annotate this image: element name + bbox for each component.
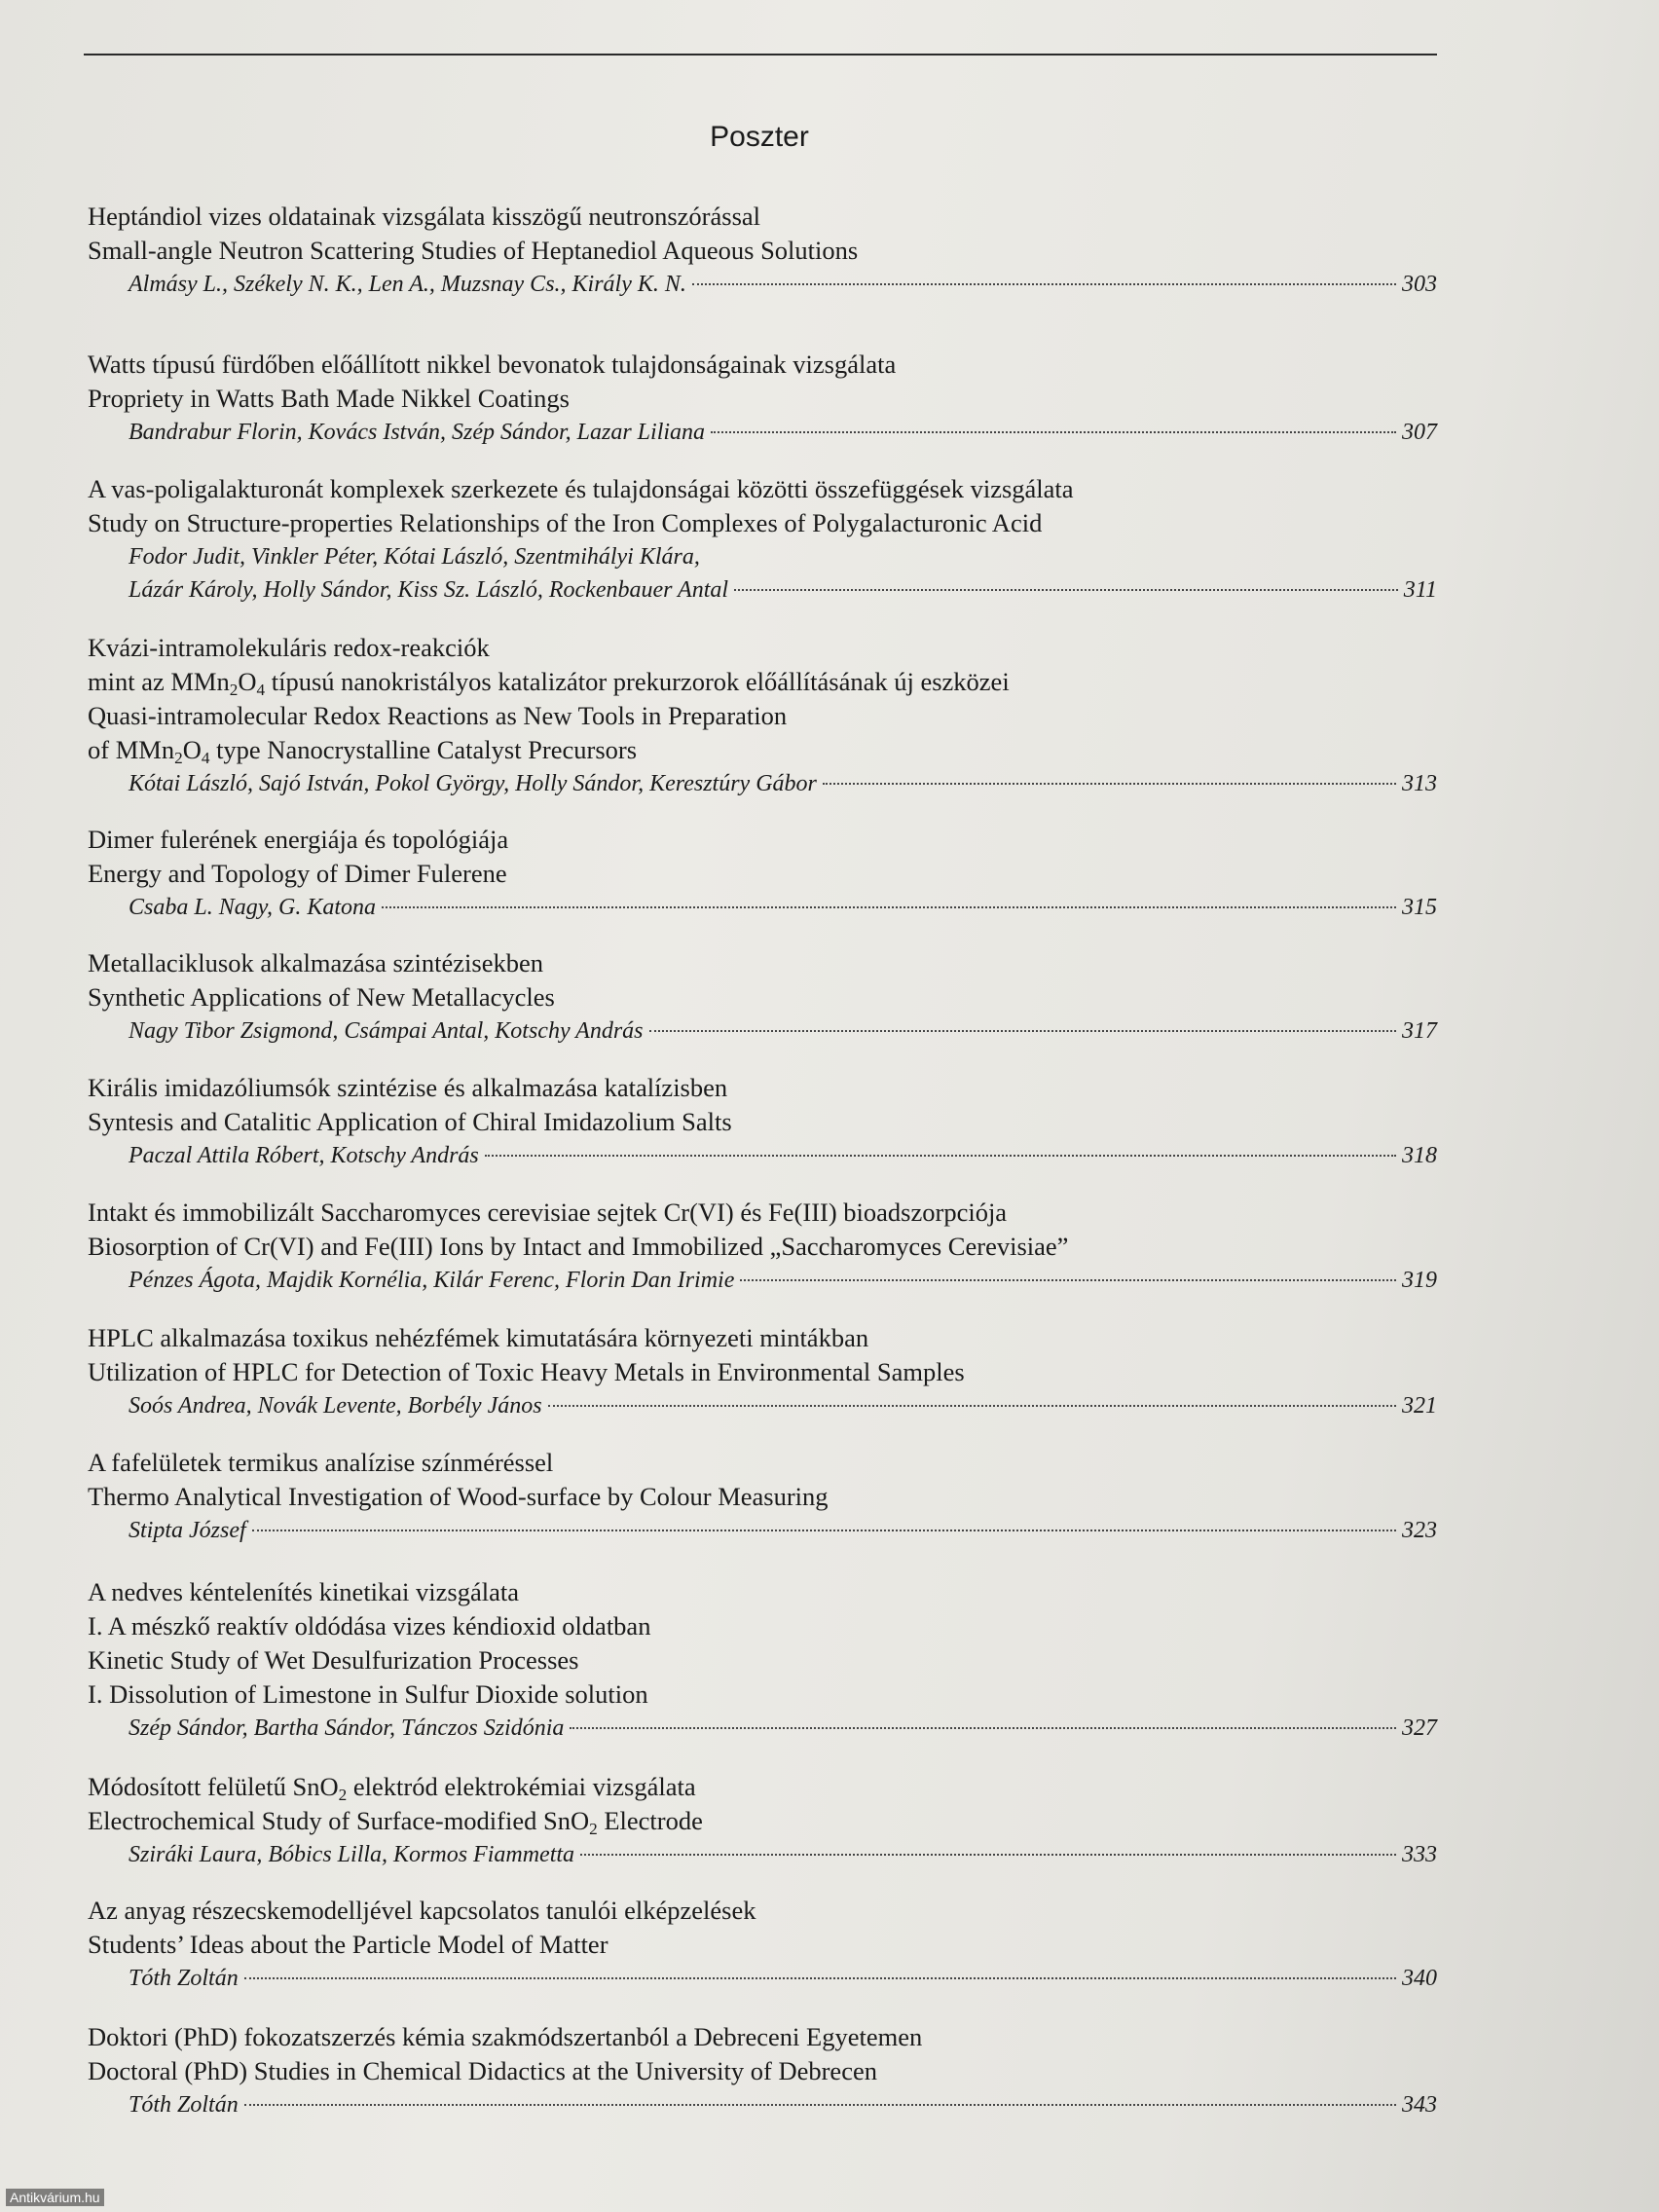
- subscript: 2: [338, 1786, 348, 1805]
- dot-leader: [244, 1977, 1396, 1979]
- poster-entry: [88, 1575, 1437, 1745]
- entry-title-line: Quasi-intramolecular Redox Reactions as New Tools in Preparation: [88, 701, 788, 730]
- page-number: 315: [1402, 895, 1437, 920]
- poster-entry: [88, 472, 1437, 607]
- author-names: Stipta József: [129, 1518, 246, 1543]
- author-line: [88, 1389, 1437, 1422]
- author-line: [88, 1514, 1437, 1547]
- poster-entry: [88, 946, 1437, 1048]
- page-number: 340: [1402, 1966, 1437, 1991]
- entry-title-line: Kinetic Study of Wet Desulfurization Processes: [88, 1645, 579, 1675]
- entry-title-line: [88, 1230, 1437, 1264]
- author-names: Tóth Zoltán: [129, 2092, 239, 2118]
- dot-leader: [823, 783, 1396, 785]
- subscript: 4: [256, 681, 266, 700]
- page-number: 327: [1402, 1715, 1437, 1741]
- subscript: 2: [229, 681, 239, 700]
- author-line: [88, 1014, 1437, 1048]
- author-names: Paczal Attila Róbert, Kotschy András: [129, 1143, 479, 1168]
- entry-title-line: Kvázi-intramolekuláris redox-reakciók: [88, 633, 490, 662]
- entry-title-line: Energy and Topology of Dimer Fulerene: [88, 859, 507, 888]
- entry-title-line: A nedves kéntelenítés kinetikai vizsgálata: [88, 1577, 519, 1606]
- page-number: 319: [1402, 1268, 1437, 1293]
- dot-leader: [548, 1405, 1396, 1407]
- author-names: Lázár Károly, Holly Sándor, Kiss Sz. László, Rockenbauer Antal: [129, 577, 729, 603]
- poster-entry: [88, 1321, 1437, 1422]
- title-text: of MMn: [88, 735, 175, 764]
- section-title: Poszter: [710, 121, 809, 153]
- author-names: Fodor Judit, Vinkler Péter, Kótai László, Szentmihályi Klára,: [129, 544, 700, 570]
- title-text: sejtek Cr(VI) és Fe(III) bioadszorpciója: [590, 1198, 1008, 1227]
- title-text: Biosorption of Cr(VI) and Fe(III) Ions by Intact and Immobilized „: [88, 1232, 782, 1261]
- page-number: 313: [1402, 771, 1437, 796]
- dot-leader: [734, 589, 1398, 591]
- title-text: mint az MMn: [88, 667, 230, 696]
- title-text: O: [182, 735, 202, 764]
- page-number: 318: [1402, 1143, 1437, 1168]
- entry-title-line: [88, 733, 1437, 767]
- entry-title-line: Heptándiol vizes oldatainak vizsgálata kisszögű neutronszórással: [88, 202, 761, 231]
- entry-title-line: [88, 1196, 1437, 1230]
- page-number: 323: [1402, 1518, 1437, 1543]
- entry-title-line: [88, 665, 1437, 699]
- author-line: [88, 1264, 1437, 1297]
- page-number: 333: [1402, 1842, 1437, 1867]
- page-number: 343: [1402, 2092, 1437, 2118]
- dot-leader: [711, 431, 1396, 433]
- entry-title-line: Watts típusú fürdőben előállított nikkel bevonatok tulajdonságainak vizsgálata: [88, 350, 897, 379]
- subscript: 2: [174, 749, 183, 768]
- dot-leader: [382, 906, 1396, 908]
- dot-leader: [649, 1030, 1396, 1032]
- poster-entry: [88, 1894, 1437, 1995]
- dot-leader: [692, 283, 1396, 285]
- title-text: Electrode: [597, 1806, 703, 1835]
- poster-entry: [88, 1770, 1437, 1871]
- entry-title-line: Metallaciklusok alkalmazása szintézisekben: [88, 948, 543, 977]
- author-line: [88, 268, 1437, 301]
- author-line: [88, 767, 1437, 800]
- entry-title-line: Utilization of HPLC for Detection of Toxic Heavy Metals in Environmental Samples: [88, 1357, 965, 1386]
- title-text: Intakt és immobilizált: [88, 1198, 321, 1227]
- title-text: Módosított felületű SnO: [88, 1772, 339, 1801]
- dot-leader: [252, 1530, 1396, 1531]
- title-text: elektród elektrokémiai vizsgálata: [347, 1772, 696, 1801]
- title-text: Electrochemical Study of Surface-modified SnO: [88, 1806, 590, 1835]
- title-italic-text: Saccharomyces Cerevisiae”: [781, 1232, 1069, 1261]
- page-number: 303: [1402, 272, 1437, 297]
- poster-entry: [88, 1196, 1437, 1297]
- dot-leader: [244, 2104, 1396, 2106]
- dot-leader: [740, 1279, 1396, 1281]
- author-line: [88, 1962, 1437, 1995]
- page-number: 311: [1403, 577, 1437, 603]
- entry-title-line: A fafelületek termikus analízise színméréssel: [88, 1448, 554, 1477]
- author-names: Kótai László, Sajó István, Pokol György, Holly Sándor, Keresztúry Gábor: [129, 771, 817, 796]
- entry-title-line: Propriety in Watts Bath Made Nikkel Coatings: [88, 384, 570, 413]
- author-line: [88, 1139, 1437, 1172]
- subscript: 2: [589, 1820, 598, 1839]
- entry-title-line: Study on Structure-properties Relationships of the Iron Complexes of Polygalacturonic Acid: [88, 508, 1043, 537]
- dot-leader: [580, 1854, 1396, 1856]
- poster-entry: [88, 1446, 1437, 1547]
- author-names: Nagy Tibor Zsigmond, Csámpai Antal, Kotschy András: [129, 1018, 644, 1044]
- poster-entry: [88, 348, 1437, 449]
- entry-title-line: Az anyag részecskemodelljével kapcsolatos tanulói elképzelések: [88, 1896, 756, 1925]
- entry-title-line: Doctoral (PhD) Studies in Chemical Didactics at the University of Debrecen: [88, 2056, 877, 2085]
- author-line: [88, 416, 1437, 449]
- entry-title-line: Syntesis and Catalitic Application of Chiral Imidazolium Salts: [88, 1107, 732, 1136]
- poster-entry: [88, 823, 1437, 924]
- page-number: 317: [1402, 1018, 1437, 1044]
- watermark: Antikvárium.hu: [6, 2189, 104, 2206]
- entry-title-line: I. Dissolution of Limestone in Sulfur Dioxide solution: [88, 1679, 648, 1709]
- author-names: Bandrabur Florin, Kovács István, Szép Sándor, Lazar Liliana: [129, 420, 706, 445]
- entry-title-line: Dimer fulerének energiája és topológiája: [88, 825, 509, 854]
- entry-title-line: Doktori (PhD) fokozatszerzés kémia szakmódszertanból a Debreceni Egyetemen: [88, 2022, 923, 2051]
- page-number: 307: [1402, 420, 1437, 445]
- title-text: típusú nanokristályos katalizátor prekurzorok előállításának új eszközei: [265, 667, 1010, 696]
- author-line: [88, 891, 1437, 924]
- title-text: O: [238, 667, 257, 696]
- author-line: [88, 2088, 1437, 2121]
- entry-title-line: HPLC alkalmazása toxikus nehézfémek kimutatására környezeti mintákban: [88, 1323, 869, 1352]
- dot-leader: [485, 1155, 1396, 1157]
- entry-title-line: Students’ Ideas about the Particle Model of Matter: [88, 1930, 608, 1959]
- poster-entry: [88, 1071, 1437, 1172]
- author-line: [88, 573, 1437, 607]
- author-names: Sziráki Laura, Bóbics Lilla, Kormos Fiammetta: [129, 1842, 575, 1867]
- author-names: Soós Andrea, Novák Levente, Borbély János: [129, 1393, 542, 1419]
- poster-entry: [88, 631, 1437, 800]
- entry-title-line: I. A mészkő reaktív oldódása vizes kéndioxid oldatban: [88, 1611, 651, 1641]
- author-names: Pénzes Ágota, Majdik Kornélia, Kilár Ferenc, Florin Dan Irimie: [129, 1268, 735, 1293]
- subscript: 4: [201, 749, 210, 768]
- author-line: [88, 540, 1437, 573]
- author-names: Tóth Zoltán: [129, 1966, 239, 1991]
- author-names: Csaba L. Nagy, G. Katona: [129, 895, 377, 920]
- entry-title-line: Small-angle Neutron Scattering Studies of Heptanediol Aqueous Solutions: [88, 236, 859, 265]
- page-number: 321: [1402, 1393, 1437, 1419]
- title-italic-text: Saccharomyces cerevisiae: [320, 1198, 591, 1227]
- top-rule: [84, 54, 1437, 55]
- entry-title-line: Thermo Analytical Investigation of Wood-surface by Colour Measuring: [88, 1482, 829, 1511]
- poster-entry: [88, 2020, 1437, 2121]
- entry-title-line: A vas-poligalakturonát komplexek szerkezete és tulajdonságai közötti összefüggések vizsgálata: [88, 474, 1074, 503]
- author-line: [88, 1712, 1437, 1745]
- dot-leader: [570, 1727, 1396, 1729]
- entry-title-line: Synthetic Applications of New Metallacycles: [88, 982, 555, 1012]
- author-line: [88, 1838, 1437, 1871]
- author-names: Almásy L., Székely N. K., Len A., Muzsnay Cs., Király K. N.: [129, 272, 686, 297]
- entry-title-line: [88, 1770, 1437, 1804]
- author-names: Szép Sándor, Bartha Sándor, Tánczos Szidónia: [129, 1715, 565, 1741]
- entry-title-line: Királis imidazóliumsók szintézise és alkalmazása katalízisben: [88, 1073, 728, 1102]
- entry-title-line: [88, 1804, 1437, 1838]
- title-text: type Nanocrystalline Catalyst Precursors: [209, 735, 638, 764]
- poster-entry: [88, 200, 1437, 301]
